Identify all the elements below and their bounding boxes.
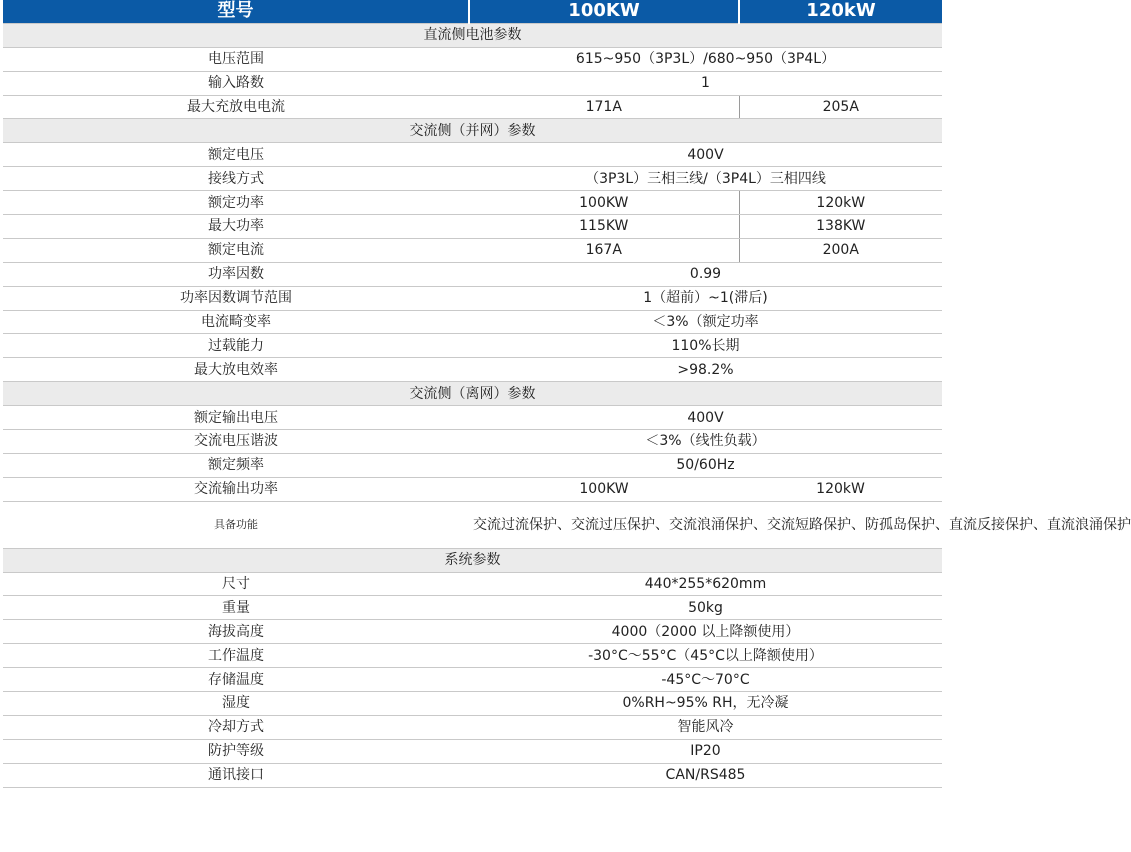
row-label: 功率因数	[3, 262, 469, 286]
section-row-ac-off	[3, 382, 942, 406]
table-row	[3, 143, 942, 167]
row-label: 工作温度	[3, 644, 469, 668]
row-value: 4000（2000 以上降额使用）	[469, 620, 942, 644]
spec-table	[3, 0, 1131, 788]
header-100kw: 100KW	[469, 0, 739, 23]
row-label: 功率因数调节范围	[3, 286, 469, 310]
row-value-120kw: 205A	[739, 95, 942, 119]
table-row	[3, 238, 942, 262]
row-value-100kw: 100KW	[469, 191, 739, 215]
row-value-120kw: 120kW	[739, 477, 942, 501]
row-value-120kw: 200A	[739, 238, 942, 262]
row-label: 额定输出电压	[3, 406, 469, 430]
header-model: 型号	[3, 0, 469, 23]
table-row	[3, 95, 942, 119]
table-row	[3, 501, 942, 548]
row-label: 防护等级	[3, 739, 469, 763]
row-value: 400V	[469, 406, 942, 430]
header-120kw: 120kW	[739, 0, 942, 23]
row-label: 存储温度	[3, 668, 469, 692]
row-label: 重量	[3, 596, 469, 620]
row-label: 电流畸变率	[3, 310, 469, 334]
section-title-dc: 直流侧电池参数	[3, 23, 942, 47]
row-value: 50kg	[469, 596, 942, 620]
row-label: 接线方式	[3, 167, 469, 191]
row-label: 最大放电效率	[3, 358, 469, 382]
row-value: ＜3%（线性负载）	[469, 430, 942, 454]
row-label: 海拔高度	[3, 620, 469, 644]
section-row-ac-grid	[3, 119, 942, 143]
row-value-120kw: 138KW	[739, 215, 942, 239]
row-label: 额定电压	[3, 143, 469, 167]
table-row	[3, 477, 942, 501]
table-row	[3, 286, 942, 310]
row-label: 湿度	[3, 692, 469, 716]
row-value: 1（超前）~1(滞后)	[469, 286, 942, 310]
row-value: 110%长期	[469, 334, 942, 358]
table-row	[3, 596, 942, 620]
table-row	[3, 71, 942, 95]
row-label: 冷却方式	[3, 715, 469, 739]
row-label: 额定功率	[3, 191, 469, 215]
table-row	[3, 47, 942, 71]
row-value: 交流过流保护、交流过压保护、交流浪涌保护、交流短路保护、防孤岛保护、直流反接保护、直流浪涌保护	[469, 501, 942, 548]
row-label: 最大功率	[3, 215, 469, 239]
row-value: （3P3L）三相三线/（3P4L）三相四线	[469, 167, 942, 191]
table-row	[3, 572, 942, 596]
section-row-dc	[3, 23, 942, 47]
row-value: 1	[469, 71, 942, 95]
table-row	[3, 167, 942, 191]
row-label: 最大充放电电流	[3, 95, 469, 119]
row-value-120kw: 120kW	[739, 191, 942, 215]
table-row	[3, 739, 942, 763]
table-row	[3, 334, 942, 358]
row-value: 0.99	[469, 262, 942, 286]
table-row	[3, 191, 942, 215]
row-label: 交流电压谐波	[3, 430, 469, 454]
row-label: 额定电流	[3, 238, 469, 262]
section-row-system	[3, 548, 942, 572]
row-value: >98.2%	[469, 358, 942, 382]
table-row	[3, 215, 942, 239]
row-label: 通讯接口	[3, 763, 469, 787]
section-title-system: 系统参数	[3, 548, 942, 572]
row-value: 440*255*620mm	[469, 572, 942, 596]
table-row	[3, 763, 942, 787]
row-value: 智能风冷	[469, 715, 942, 739]
table-row	[3, 668, 942, 692]
row-value: 615~950（3P3L）/680~950（3P4L）	[469, 47, 942, 71]
row-value-100kw: 171A	[469, 95, 739, 119]
table-row	[3, 453, 942, 477]
row-value: 400V	[469, 143, 942, 167]
row-label: 电压范围	[3, 47, 469, 71]
table-row	[3, 430, 942, 454]
row-label: 交流输出功率	[3, 477, 469, 501]
table-row	[3, 715, 942, 739]
table-row	[3, 358, 942, 382]
row-value-100kw: 167A	[469, 238, 739, 262]
row-label: 额定频率	[3, 453, 469, 477]
table-row	[3, 310, 942, 334]
row-value: ＜3%（额定功率	[469, 310, 942, 334]
table-row	[3, 620, 942, 644]
header-row	[3, 0, 942, 23]
section-title-ac-grid: 交流侧（并网）参数	[3, 119, 942, 143]
row-label: 过载能力	[3, 334, 469, 358]
table-row	[3, 644, 942, 668]
row-value: 50/60Hz	[469, 453, 942, 477]
table-row	[3, 692, 942, 716]
row-value: IP20	[469, 739, 942, 763]
row-value: CAN/RS485	[469, 763, 942, 787]
section-title-ac-off: 交流侧（离网）参数	[3, 382, 942, 406]
row-value-100kw: 115KW	[469, 215, 739, 239]
row-value-100kw: 100KW	[469, 477, 739, 501]
row-label: 尺寸	[3, 572, 469, 596]
row-value: -30°C～55°C（45°C以上降额使用）	[469, 644, 942, 668]
table-row	[3, 406, 942, 430]
row-value: -45°C～70°C	[469, 668, 942, 692]
row-value: 0%RH~95% RH，无冷凝	[469, 692, 942, 716]
row-label: 输入路数	[3, 71, 469, 95]
row-label: 具备功能	[3, 501, 469, 548]
table-row	[3, 262, 942, 286]
